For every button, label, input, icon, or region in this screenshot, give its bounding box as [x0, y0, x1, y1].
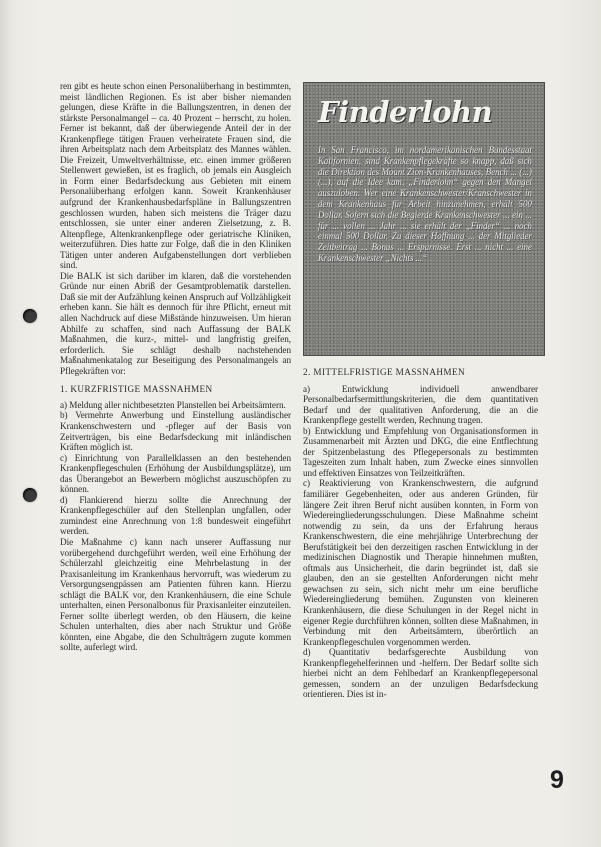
punch-hole [23, 488, 37, 502]
list-item: d) Quantitativ bedarfsgerechte Ausbildung von Krankenpflegehelferinnen und -helfern. Der Bedarf sollte sich hierbei nicht an dem Fehlbedarf an Krankenpflegepersonal gemessen, sondern an der unzuligen Bedarfsdeckung orientieren. Dies ist in- [303, 647, 538, 700]
list-item: Die Maßnahme c) kann nach unserer Auffassung nur vorübergehend durchgeführt werden, weil eine Erhöhung der Schülerzahl gleichzeitig eine Mehrbelastung in der Praxisanleitung im Krankenhaus hervorruft, was wiederum zu Versorgungsengpässen am Patienten führen kann. Hierzu schlägt die BALK vor, den Krankenhäusern, die eine Schule unterhalten, einen Personalbonus für Praxisanleiter einzuteilen. Ferner sollte überlegt werden, ob den Häusern, die keine Schulen unterhalten, dies aber nach Struktur und Größe könnten, eine Abgabe, die den Schulträgern zugute kommen sollte, auferlegt wird. [60, 536, 291, 653]
punch-hole [23, 309, 37, 323]
section-heading-mid-term: 2. MITTELFRISTIGE MASSNAHMEN [303, 367, 466, 377]
list-item: a) Meldung aller nichtbesetzten Planstellen bei Arbeitsämtern. [60, 399, 286, 410]
list-item: c) Reaktivierung von Krankenschwestern, die aufgrund familiärer Gegebenheiten, oder aus anderen Gründen, für längere Zeit ihren Beruf nicht ausüben konnten, in Form von Wiedereingliederungsschulungen. Diese Maßnahme scheint notwendig zu sein, da uns der Erfahrung heraus Krankenschwestern, die eine mehrjährige Unterbrechung der Berufstätigkeit bei den derzeitigen raschen Entwicklung in der medizinischen Diagnostik und Therapie hinnehmen mußten, oftmals aus Unsicherheit, die darin begründet ist, daß sie glauben, den an sie gestellten Anforderungen nicht mehr gewachsen zu sein, sich nicht mehr um eine berufliche Wiedereingliederung bemühen. Zugunsten von kleineren Krankenhäusern, die diese Schulungen in der Regel nicht in eigener Regie durchführen können, sollten diese Maßnahmen, in Verbindung mit den Arbeitsämtern, überörtlich an Krankenpflegeschulen vorgenommen werden. [303, 478, 538, 647]
list-item: b) Vermehrte Anwerbung und Einstellung ausländischer Krankenschwestern und -pfleger auf der Basis von Zeitverträgen, bis eine Bedarfsdeckung mit inländischen Kräften möglich ist. [60, 410, 291, 453]
list-item: b) Entwicklung und Empfehlung von Organisationsformen in Zusammenarbeit mit Ärzten und DKG, die eine Entflechtung der Spitzenbelastung des Pflegepersonals zu bestimmten Tageszeiten zum Inhalt haben, zum Zwecke eines sinnvollen und effektiven Einsatzes von Teilzeitkräften. [303, 425, 538, 478]
finderlohn-box [303, 82, 545, 356]
box-text: In San Francisco, im nordamerikanischen Bundesstaat Kalifornien, sind Krankenpflegekräfte so knapp, daß sich die Direktion des Mount Zion-Krankenhauses, Bench ... (...) (...), auf die Idee kam, „Finderlohn“ gegen den Mangel auszuloben. Wer eine Krankenschwester/Kranschwester in dem Krankenhaus für Arbeit hinzunehmen, erhält 500 Dollar. Sofern sich die Begierde Krankenschwester ... ein ... für ... vollen ... Jahr ... sie erhält der „Finder“ ... noch einmal 500 Dollar. Zu dieser Hoffnung ... der Mitglieder Zeitbeitrag ... Bonus ... Ersparnisse. Erst ... nicht ... eine Krankenschwester „Nichts ...“ [318, 145, 532, 263]
balk-paragraph: Die BALK ist sich darüber im klaren, daß die vorstehenden Gründe nur einen Abriß der Gesamtproblematik darstellen. Daß sie mit der Aufzählung keinen Anspruch auf Vollzähligkeit erheben kann. Sie hält es dennoch für ihre Pflicht, erneut mit allen Nachdruck auf diese Mißstände hinzuweisen. Um hieran Abhilfe zu schaffen, sind nach Auffassung der BALK Maßnahmen, die kurz-, mittel- und langfristig greifen, erforderlich. Sie schlägt deshalb nachstehenden Maßnahmenkatalog zur Beseitigung des Personalmangels an Pflegekräften vor: [60, 270, 291, 376]
left-column [60, 81, 291, 653]
right-column [303, 367, 538, 700]
list-item: d) Flankierend hierzu sollte die Anrechnung der Krankenpflegeschüler auf den Stellenplan ungfallen, oder zumindest eine Anrechnung von 1:8 bundesweit eingeführt werden. [60, 494, 291, 537]
intro-paragraph: ren gibt es heute schon einen Personalüberhang in bestimmten, meist ländlichen Regionen. Es ist aber bisher niemanden gelungen, diese Kräfte in die Ballungszentren, in denen der stärkste Personalmangel – ca. 40 Prozent – herrscht, zu holen. Ferner ist bekannt, daß der überwiegende Anteil der in der Krankenpflege tätigen Frauen verheiratete Frauen sind, die ihren Arbeitsplatz nach dem Arbeitsplatz des Mannes wählen. Die Freizeit, Umweltverhältnisse, etc. einen immer größeren Stellenwert gewießen, ist es fraglich, ob jemals ein Ausgleich in Form einer Bedarfsdeckung aus Gebieten mit einem Personalüberhang erfolgen kann. Soweit Krankenhäuser aufgrund der Krankenhausbedarfspläne in Ballungszentren geschlossen wurden, haben sich meistens die Träger dazu entschlossen, sie unter einer anderen Zielsetzung, z. B. Altenpflege, Altenkrankenpflege oder geriatrische Kliniken, weiterzuführen. Dies hatte zur Folge, daß die in den Kliniken Tätigen unter anderen Aufgabenstellungen dort verblieben sind. [60, 81, 291, 271]
list-item: a) Entwicklung individuell anwendbarer Personalbedarfsermittlungskriterien, die dem quantitativen Bedarf und der qualitativen Anforderung, die an die Krankenpflege gestellt werden, Rechnung tragen. [303, 383, 538, 426]
list-item: c) Einrichtung von Parallelklassen an den bestehenden Krankenpflegeschulen (Erhöhung der Ausbildungsplätze), um das Überangebot an Bewerbern möglichst auszuschöpfen zu können. [60, 452, 291, 495]
section-heading-short-term: 1. KURZFRISTIGE MASSNAHMEN [60, 384, 213, 395]
box-title: Finderlohn [318, 95, 493, 129]
page-number: 9 [550, 766, 564, 794]
